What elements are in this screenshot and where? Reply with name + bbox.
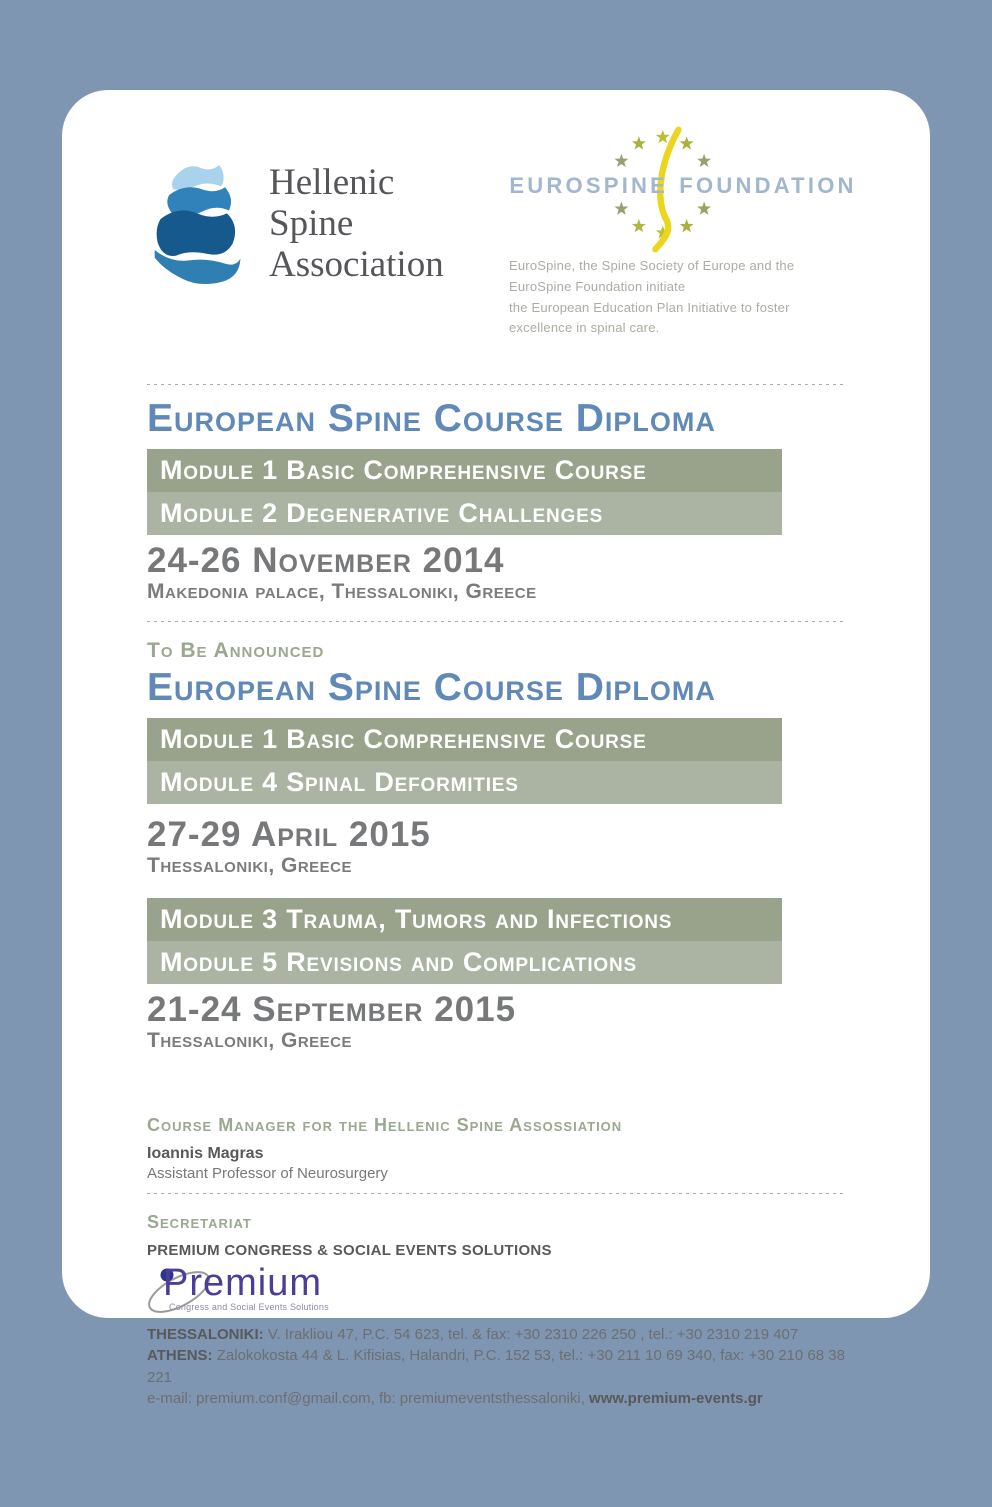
- module-bar: Module 3 Trauma, Tumors and Infections: [147, 898, 782, 941]
- course-location-2: Thessaloniki, Greece: [147, 854, 353, 878]
- premium-tagline: Congress and Social Events Solutions: [169, 1302, 329, 1313]
- hsa-line-2: Spine: [269, 203, 354, 244]
- course-date-2: 27-29 April 2015: [147, 815, 431, 855]
- foundation-wordmark: FOUNDATION: [679, 173, 857, 199]
- course-manager-heading: Course Manager for the Hellenic Spine Assossiation: [147, 1115, 623, 1136]
- eurospine-caption: [509, 256, 845, 339]
- to-be-announced-note: To Be Announced: [147, 639, 325, 663]
- secretariat-company: PREMIUM CONGRESS & SOCIAL EVENTS SOLUTIONS: [147, 1242, 552, 1260]
- contact-email: e-mail: premium.conf@gmail.com, fb: premiumeventsthessaloniki, www.premium-events.gr: [147, 1390, 763, 1408]
- hsa-line-1: Hellenic: [269, 162, 395, 203]
- module-list-1: [147, 449, 782, 535]
- module-bar: Module 1 Basic Comprehensive Course: [147, 718, 782, 761]
- divider: [147, 384, 845, 386]
- header: [147, 158, 857, 339]
- course-location-1: Makedonia palace, Thessaloniki, Greece: [147, 580, 537, 604]
- eurospine-caption-line-2: the European Education Plan Initiative to foster excellence in spinal care.: [509, 299, 790, 336]
- contact-athens: ATHENS: Zalokokosta 44 & L. Kifisias, Halandri, P.C. 152 53, tel.: +30 211 10 69 340, fax: +30 210 68 38 221: [147, 1347, 845, 1386]
- eurospine-foundation-emblem: [509, 128, 857, 252]
- premium-logo: [147, 1262, 407, 1318]
- contact-thessaloniki-label: THESSALONIKI:: [147, 1326, 264, 1344]
- eurospine-foundation-logo: [509, 128, 857, 339]
- course-manager-role: Assistant Professor of Neurosurgery: [147, 1165, 388, 1183]
- module-bar: Module 2 Degenerative Challenges: [147, 492, 782, 535]
- course-date-1: 24-26 November 2014: [147, 541, 505, 581]
- course-date-3: 21-24 September 2015: [147, 990, 517, 1030]
- premium-wordmark: Premium: [163, 1262, 323, 1305]
- hsa-line-3: Association: [269, 244, 444, 285]
- hellenic-spine-wave-icon: [147, 158, 253, 286]
- course-title-2: European Spine Course Diploma: [147, 666, 716, 710]
- eurospine-caption-line-1: EuroSpine, the Spine Society of Europe and the EuroSpine Foundation initiate: [509, 258, 795, 294]
- module-bar: Module 5 Revisions and Complications: [147, 941, 782, 984]
- flyer-card: [62, 90, 930, 1408]
- module-bar: Module 1 Basic Comprehensive Course: [147, 449, 782, 492]
- course-title-1: European Spine Course Diploma: [147, 397, 716, 441]
- divider: [147, 1193, 845, 1195]
- divider: [147, 621, 845, 623]
- eurospine-wordmark: EUROSPINE: [509, 173, 669, 199]
- course-manager-name: Ioannis Magras: [147, 1145, 264, 1163]
- hellenic-spine-logo-text: [269, 158, 444, 285]
- contact-website: www.premium-events.gr: [589, 1390, 763, 1408]
- module-list-3: [147, 898, 782, 984]
- secretariat-heading: Secretariat: [147, 1212, 252, 1233]
- contact-block: [147, 1324, 845, 1409]
- module-bar: Module 4 Spinal Deformities: [147, 761, 782, 804]
- contact-athens-label: ATHENS:: [147, 1347, 213, 1365]
- hellenic-spine-logo: [147, 158, 444, 339]
- contact-thessaloniki: THESSALONIKI: V. Irakliou 47, P.C. 54 623, tel. & fax: +30 2310 226 250 , tel.: +30 2310 219 407: [147, 1326, 799, 1344]
- course-location-3: Thessaloniki, Greece: [147, 1029, 353, 1053]
- module-list-2: [147, 718, 782, 804]
